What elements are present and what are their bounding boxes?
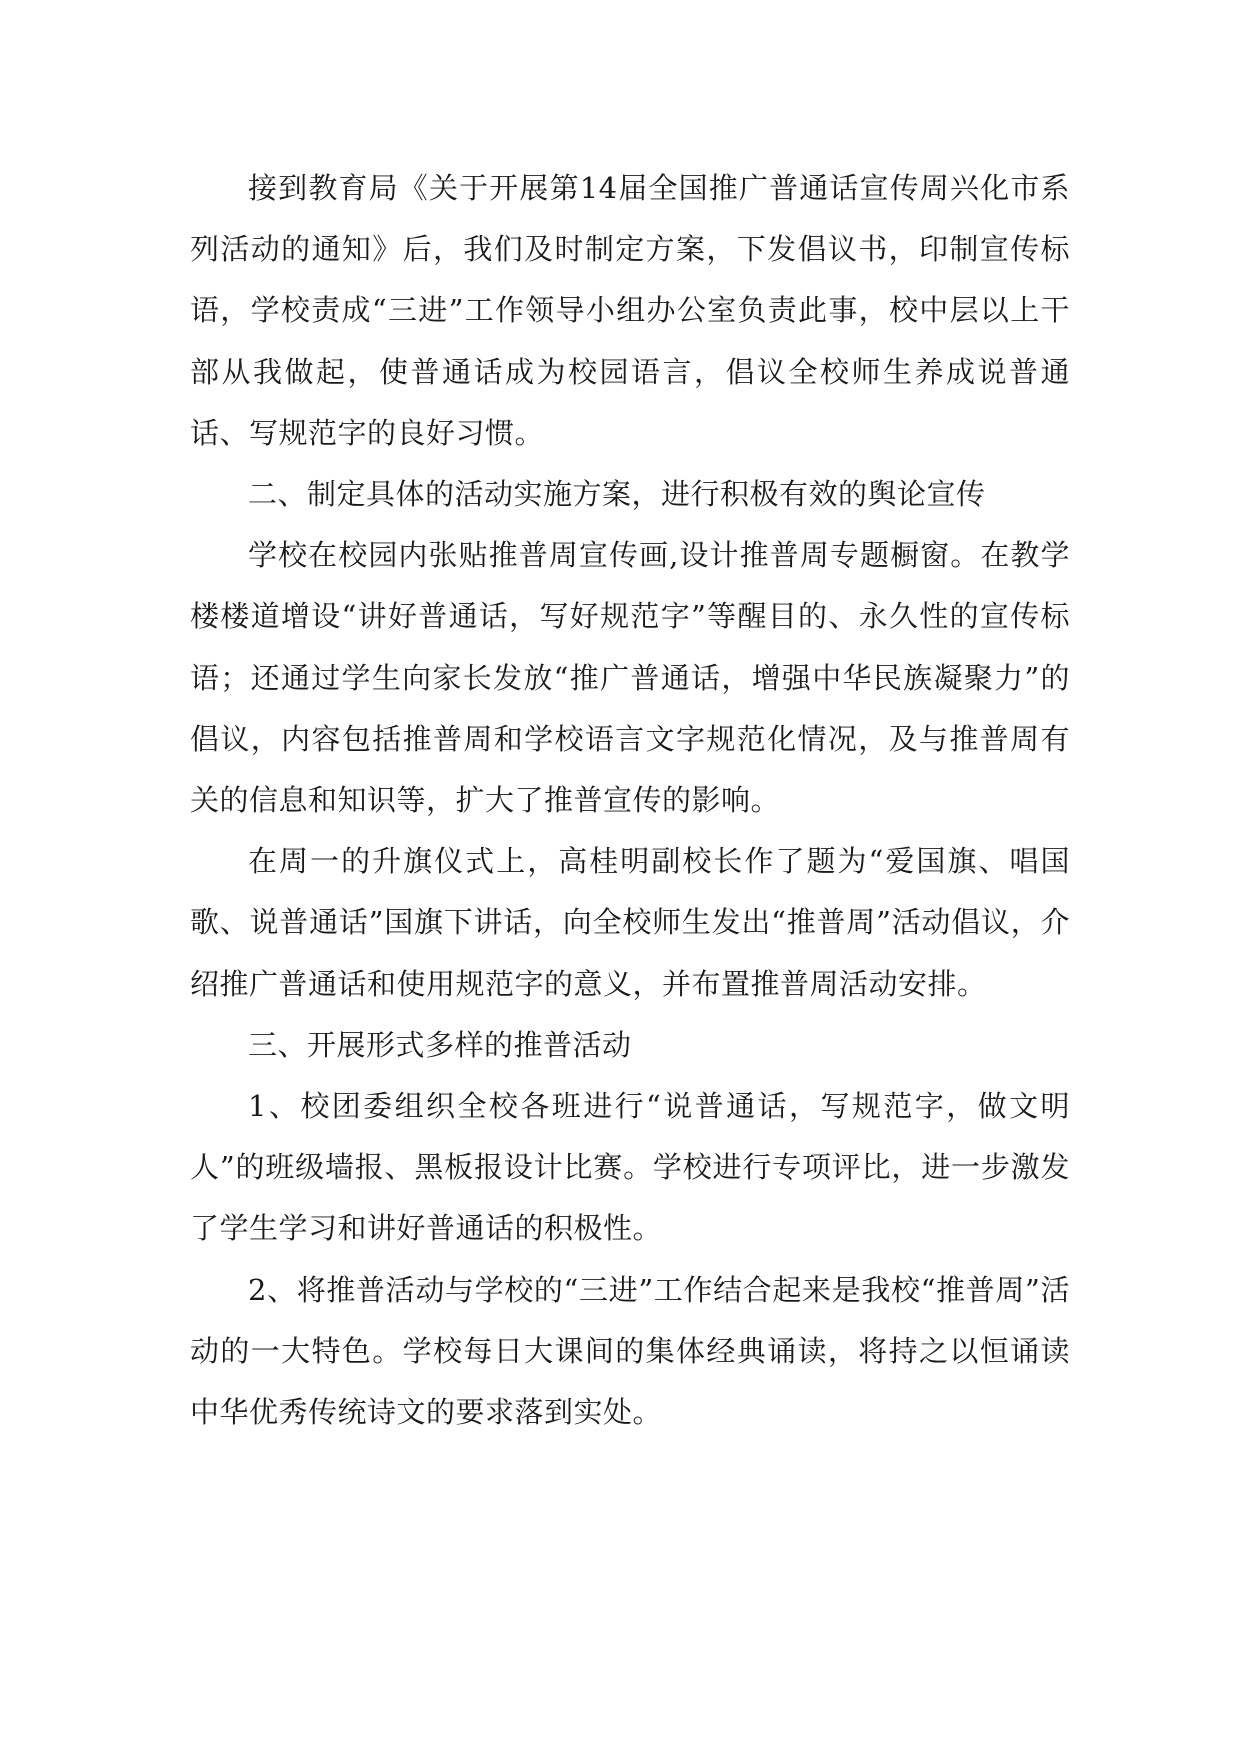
paragraph-item-2: 2、将推普活动与学校的“三进”工作结合起来是我校“推普周”活动的一大特色。学校每日大课间的集体经典诵读，将持之以恒诵读中华优秀传统诗文的要求落到实处。 (190, 1272, 1070, 1430)
section-heading-3: 三、开展形式多样的推普活动 (248, 1027, 632, 1062)
paragraph-item-1: 1、校团委组织全校各班进行“说普通话，写规范字，做文明人”的班级墙报、黑板报设计比赛。学校进行专项评比，进一步激发了学生学习和讲好普通话的积极性。 (190, 1089, 1070, 1246)
paragraph-flag-ceremony: 在周一的升旗仪式上，高桂明副校长作了题为“爱国旗、唱国歌、说普通话”国旗下讲话，向全校师生发出“推普周”活动倡议，介绍推广普通话和使用规范字的意义，并布置推普周活动安排。 (190, 844, 1070, 1001)
paragraph-notice-response: 接到教育局《关于开展第14届全国推广普通话宣传周兴化市系列活动的通知》后，我们及时制定方案，下发倡议书，印制宣传标语，学校责成“三进”工作领导小组办公室负责此事，校中层以上干部从我做起，使普通话成为校园语言，倡议全校师生养成说普通话、写规范字的良好习惯。 (190, 171, 1070, 450)
paragraph-campus-publicity: 学校在校园内张贴推普周宣传画,设计推普周专题橱窗。在教学楼楼道增设“讲好普通话，写好规范字”等醒目的、永久性的宣传标语；还通过学生向家长发放“推广普通话，增强中华民族凝聚力”的倡议，内容包括推普周和学校语言文字规范化情况，及与推普周有关的信息和知识等，扩大了推普宣传的影响。 (190, 538, 1070, 818)
section-heading-2: 二、制定具体的活动实施方案，进行积极有效的舆论宣传 (248, 477, 986, 512)
document-body (190, 158, 1070, 1443)
